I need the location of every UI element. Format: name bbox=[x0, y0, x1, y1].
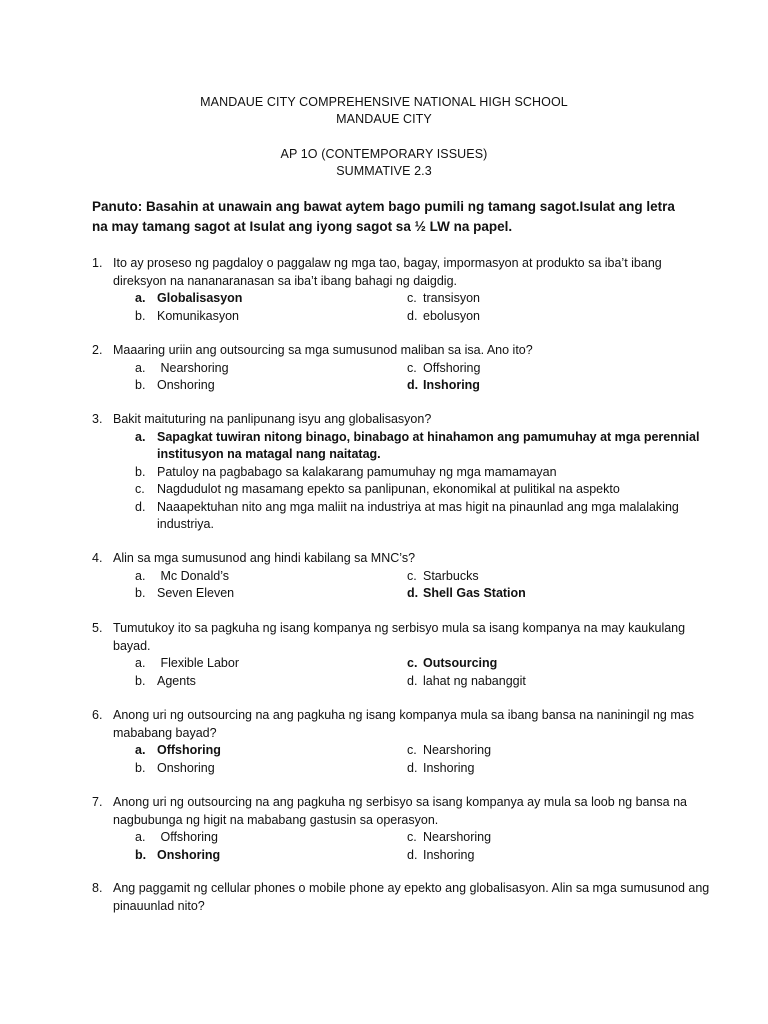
choice-b: b. Onshoring bbox=[135, 760, 215, 775]
school-name: MANDAUE CITY COMPREHENSIVE NATIONAL HIGH SCHOOL bbox=[200, 95, 568, 109]
choice-c: c. Nearshoring bbox=[407, 830, 492, 844]
choice-b: b. Seven Eleven bbox=[135, 586, 235, 600]
question-stem: Ang paggamit ng cellular phones o mobile phone ay epekto ang globalisasyon. Alin sa mga sumusunod ang pinauunlad nito? bbox=[113, 881, 710, 913]
question-1 bbox=[92, 255, 712, 325]
choice-d: d. ebolusyon bbox=[407, 308, 480, 323]
choice-a: a. Offshoring bbox=[135, 743, 221, 757]
subject-title: AP 1O (CONTEMPORARY ISSUES) bbox=[280, 147, 488, 161]
choices bbox=[92, 829, 712, 864]
choice-c: c. Starbucks bbox=[407, 568, 479, 583]
choices bbox=[92, 742, 712, 777]
question-stem: Ito ay proseso ng pagdaloy o paggalaw ng mga tao, bagay, impormasyon at produkto sa iba’t ibang direksyon na nananaranasan sa iba’t ibang bahagi ng daigdig. bbox=[113, 256, 662, 288]
choice-d: d. Inshoring bbox=[407, 847, 475, 862]
question-number: 1. bbox=[92, 256, 103, 270]
choices bbox=[92, 655, 712, 690]
choice-b: b. Onshoring bbox=[135, 378, 215, 392]
school-city: MANDAUE CITY bbox=[336, 112, 432, 126]
choice-a: a. Nearshoring bbox=[135, 360, 229, 375]
question-3 bbox=[92, 411, 712, 534]
choice-a: a. Flexible Labor bbox=[135, 656, 239, 670]
choice-d: d. Naaapektuhan nito ang mga maliit na industriya at mas higit na pinaunlad ang mga malalaking industriya. bbox=[135, 499, 679, 531]
choices bbox=[92, 568, 712, 603]
question-4 bbox=[92, 550, 712, 603]
question-2 bbox=[92, 342, 712, 395]
question-7 bbox=[92, 794, 712, 864]
choices bbox=[92, 290, 712, 325]
choice-a: a. Globalisasyon bbox=[135, 291, 243, 305]
choice-d: d. Inshoring bbox=[407, 760, 475, 775]
choice-a: a. Sapagkat tuwiran nitong binago, binabago at hinahamon ang pamumuhay at mga perennial institusyon na matagal nang naitatag. bbox=[135, 429, 700, 461]
question-number: 2. bbox=[92, 343, 103, 357]
choice-c: c. Offshoring bbox=[407, 360, 481, 375]
choice-b: b. Onshoring bbox=[135, 847, 221, 862]
instructions: Panuto: Basahin at unawain ang bawat aytem bago pumili ng tamang sagot.Isulat ang letra na may tamang sagot at Isulat ang iyong sagot sa ½ LW na papel. bbox=[92, 199, 675, 234]
question-8 bbox=[92, 880, 712, 915]
question-number: 6. bbox=[92, 708, 103, 722]
question-number: 5. bbox=[92, 621, 103, 635]
question-6 bbox=[92, 707, 712, 777]
question-stem: Bakit maituturing na panlipunang isyu ang globalisasyon? bbox=[113, 412, 432, 426]
choice-c: c. transisyon bbox=[407, 291, 480, 305]
choice-d: d. lahat ng nabanggit bbox=[407, 673, 526, 688]
choice-a: a. Mc Donald’s bbox=[135, 568, 230, 583]
question-number: 3. bbox=[92, 412, 103, 426]
choice-d: d. Inshoring bbox=[407, 378, 480, 392]
question-stem: Alin sa mga sumusunod ang hindi kabilang sa MNC’s? bbox=[113, 551, 416, 565]
choices bbox=[92, 429, 712, 534]
question-5 bbox=[92, 620, 712, 690]
choice-a: a. Offshoring bbox=[135, 830, 218, 844]
question-stem: Tumutukoy ito sa pagkuha ng isang kompanya ng serbisyo mula sa isang kompanya na may kaukulang bayad. bbox=[113, 621, 686, 653]
choice-b: b. Agents bbox=[135, 673, 196, 688]
question-stem: Anong uri ng outsourcing na ang pagkuha ng serbisyo sa isang kompanya ay mula sa loob ng bansa na nagbubunga ng higit na mababang gastusin sa operasyon. bbox=[113, 795, 687, 827]
choice-c: c. Nearshoring bbox=[407, 743, 492, 757]
question-number: 7. bbox=[92, 795, 103, 809]
question-stem: Anong uri ng outsourcing na ang pagkuha ng isang kompanya mula sa ibang bansa na naniningil ng mas mababang bayad? bbox=[113, 708, 694, 740]
choice-b: b. Patuloy na pagbabago sa kalakarang pamumuhay ng mga mamamayan bbox=[135, 464, 557, 479]
test-title: SUMMATIVE 2.3 bbox=[336, 164, 432, 178]
question-stem: Maaaring uriin ang outsourcing sa mga sumusunod maliban sa isa. Ano ito? bbox=[113, 343, 533, 357]
question-number: 4. bbox=[92, 551, 103, 565]
choices bbox=[92, 360, 712, 395]
question-number: 8. bbox=[92, 881, 103, 895]
choice-c: c. Outsourcing bbox=[407, 656, 498, 670]
choice-b: b. Komunikasyon bbox=[135, 308, 239, 323]
choice-d: d. Shell Gas Station bbox=[407, 586, 526, 600]
choice-c: c. Nagdudulot ng masamang epekto sa panlipunan, ekonomikal at pulitikal na aspekto bbox=[135, 482, 620, 496]
